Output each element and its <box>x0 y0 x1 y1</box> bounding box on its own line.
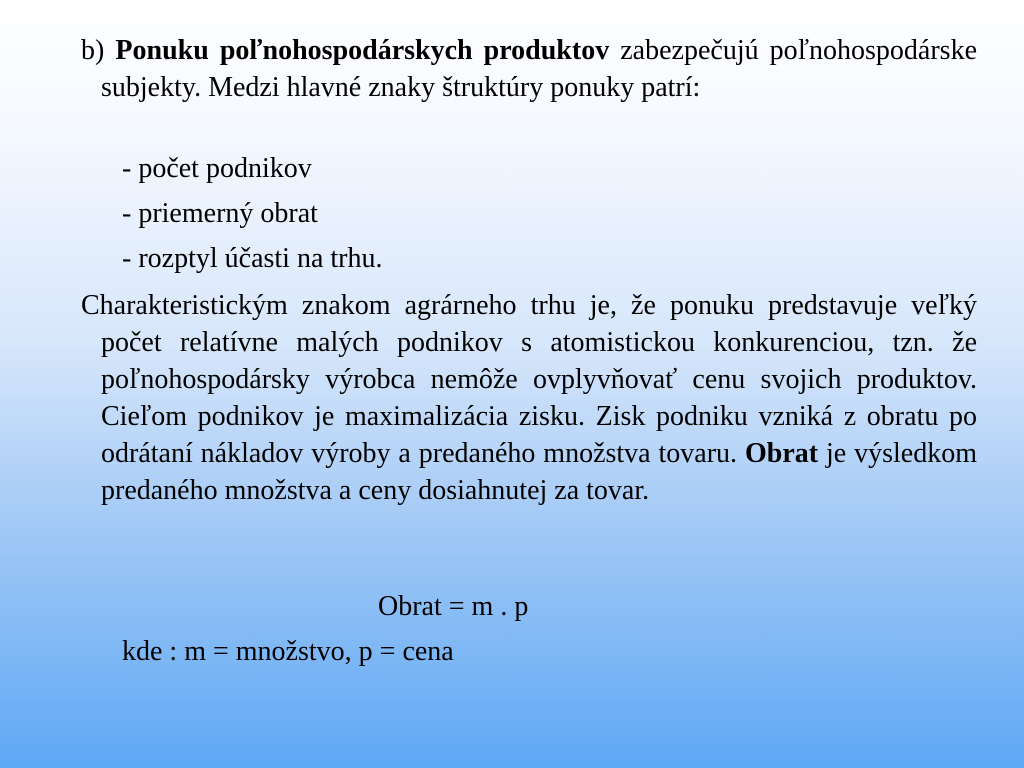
list-item-number-of-businesses: - počet podnikov <box>122 153 312 184</box>
supply-text: zabezpečujú poľnohospodárske subjekty. Medzi hlavné znaky štruktúry ponuky patrí: <box>101 35 977 103</box>
turnover-formula: Obrat = m . p <box>378 591 529 622</box>
list-item-average-turnover: - priemerný obrat <box>122 198 318 229</box>
paragraph-supply <box>81 32 977 106</box>
list-item-market-share-spread: - rozptyl účasti na trhu. <box>122 243 383 274</box>
paragraph-characteristic <box>81 287 978 509</box>
formula-legend: kde : m = množstvo, p = cena <box>122 636 454 667</box>
turnover-definition: je výsledkom predaného množstva a ceny dosiahnutej za tovar. <box>101 438 978 506</box>
paragraph-marker: b) <box>81 35 105 66</box>
turnover-bold-term: Obrat <box>744 438 819 469</box>
characteristic-text: Charakteristickým znakom agrárneho trhu je, že ponuku predstavuje veľký počet relatívne malých podnikov s atomistickou konkurenciou, tzn. že poľnohospodársky výrobca nemôže ovplyvňovať cenu svojich produktov. Cieľom podnikov je maximalizácia zisku. Zisk podniku vzniká z obratu po odrátaní nákladov výroby a predaného množstva tovaru. <box>81 290 977 469</box>
supply-bold-term: Ponuku poľnohospodárskych produktov <box>115 35 610 66</box>
